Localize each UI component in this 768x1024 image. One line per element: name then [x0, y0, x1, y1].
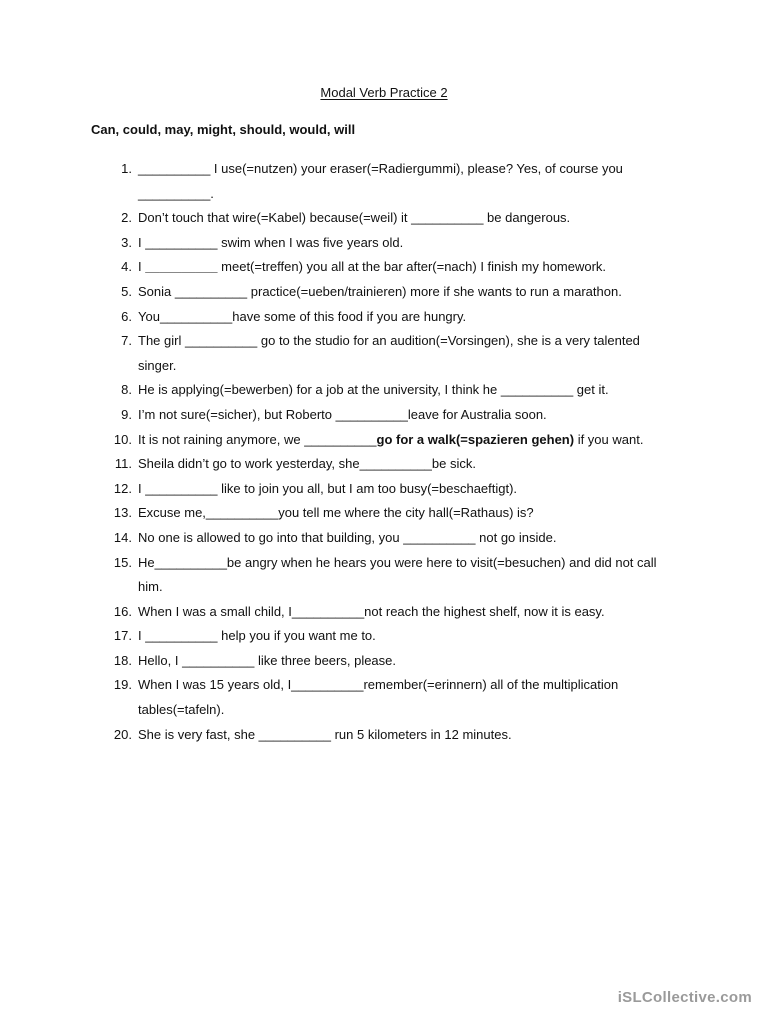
text-segment: meet(=treffen) you all at the bar after(=nach) I finish my homework.	[217, 259, 607, 275]
question-number: 20.	[113, 726, 132, 742]
text-segment: Don’t touch that wire(=Kabel) because(=weil) it __________ be dangerous.	[138, 210, 571, 226]
text-segment: if you want.	[574, 431, 644, 447]
text-segment: __________ I use(=nutzen) your eraser(=Radiergummi), please? Yes, of course you __________.	[138, 161, 623, 201]
text-segment: I’m not sure(=sicher), but Roberto __________leave for Australia soon.	[138, 406, 547, 422]
text-segment: He__________be angry when he hears you were here to visit(=besuchen) and did not call him.	[138, 554, 657, 595]
text-segment: Hello, I __________ like three beers, please.	[138, 652, 397, 668]
question-text	[138, 333, 640, 373]
question-item	[0, 723, 768, 748]
question-number: 14.	[113, 529, 132, 545]
question-number: 1.	[121, 161, 132, 176]
question-number: 11.	[114, 456, 132, 472]
text-segment: I __________ help you if you want me to.	[138, 628, 376, 644]
question-text	[138, 505, 534, 520]
text-segment: I	[138, 259, 146, 275]
question-number: 6.	[121, 308, 132, 324]
question-text	[138, 161, 623, 201]
page-title: Modal Verb Practice 2	[320, 85, 448, 100]
question-number: 16.	[113, 603, 132, 619]
text-segment: Excuse me,__________you tell me where the city hall(=Rathaus) is?	[138, 505, 534, 521]
question-item	[0, 428, 768, 453]
question-item	[0, 649, 768, 674]
text-segment: Sheila didn’t go to work yesterday, she__________be sick.	[138, 456, 476, 472]
question-number: 19.	[113, 677, 132, 693]
question-text	[138, 235, 403, 250]
question-item	[0, 206, 768, 231]
question-item	[0, 157, 768, 206]
question-number: 2.	[121, 210, 132, 226]
text-segment: He is applying(=bewerben) for a job at the university, I think he __________ get it.	[138, 382, 609, 398]
watermark: iSLCollective.com	[617, 989, 752, 1006]
text-segment: She is very fast, she __________ run 5 kilometers in 12 minutes.	[138, 726, 512, 742]
question-text	[138, 628, 376, 643]
question-list	[0, 157, 768, 747]
question-text	[138, 309, 466, 324]
question-text	[138, 432, 643, 447]
question-number: 7.	[121, 333, 132, 349]
question-number: 15.	[113, 554, 132, 570]
bold-text: __________	[145, 259, 218, 275]
question-number: 8.	[121, 382, 132, 398]
text-segment: You__________have some of this food if you are hungry.	[138, 308, 467, 324]
text-segment: Sonia __________ practice(=ueben/trainieren) more if she wants to run a marathon.	[138, 283, 622, 299]
question-text	[138, 382, 609, 397]
question-item	[0, 526, 768, 551]
question-text	[138, 727, 512, 742]
question-item	[0, 231, 768, 256]
question-text	[138, 530, 556, 545]
question-text	[138, 284, 622, 299]
question-item	[0, 501, 768, 526]
question-item	[0, 280, 768, 305]
question-item	[0, 403, 768, 428]
text-segment: I __________ like to join you all, but I am too busy(=beschaeftigt).	[138, 480, 518, 496]
question-item	[0, 305, 768, 330]
question-number: 10.	[113, 431, 132, 447]
question-text	[138, 407, 547, 422]
question-number: 13.	[113, 505, 132, 521]
question-number: 5.	[121, 283, 132, 299]
question-item	[0, 452, 768, 477]
question-text	[138, 653, 396, 668]
text-segment: The girl __________ go to the studio for an audition(=Vorsingen), she is a very talented singer.	[138, 333, 640, 373]
question-item	[0, 624, 768, 649]
question-item	[0, 378, 768, 403]
question-number: 3.	[121, 234, 132, 250]
text-segment: When I was a small child, I__________not reach the highest shelf, now it is easy.	[138, 603, 605, 619]
question-text	[138, 210, 570, 225]
question-item	[0, 600, 768, 625]
question-text	[138, 456, 476, 471]
question-item	[0, 477, 768, 502]
question-number: 9.	[121, 406, 132, 422]
question-number: 4.	[121, 259, 132, 275]
text-segment: I __________ swim when I was five years old.	[138, 234, 404, 250]
question-item	[0, 673, 768, 722]
question-number: 17.	[113, 628, 132, 644]
text-segment: When I was 15 years old, I__________remember(=erinnern) all of the multiplication tables(=tafeln).	[138, 677, 619, 718]
modal-verbs-subtitle: Can, could, may, might, should, would, will	[91, 122, 356, 137]
question-item	[0, 329, 768, 378]
question-text	[138, 555, 657, 595]
question-number: 18.	[113, 652, 132, 668]
question-number: 12.	[113, 480, 132, 496]
question-item	[0, 255, 768, 280]
text-segment: No one is allowed to go into that building, you __________ not go inside.	[138, 529, 557, 545]
question-text	[138, 481, 517, 496]
question-text	[138, 604, 605, 619]
bold-text: go for a walk(=spazieren gehen)	[376, 431, 575, 447]
question-text	[138, 677, 618, 717]
text-segment: It is not raining anymore, we __________	[138, 431, 377, 447]
question-text	[138, 259, 606, 274]
question-item	[0, 551, 768, 600]
